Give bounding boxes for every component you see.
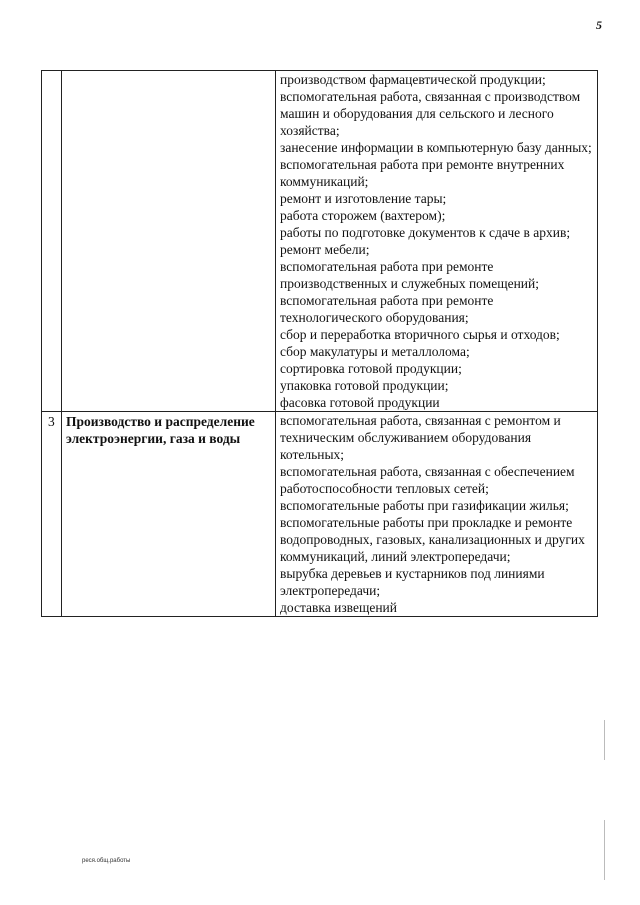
industry-name: Производство и распределение электроэнергии, газа и воды — [66, 414, 255, 446]
row-number — [42, 71, 61, 72]
work-item: вспомогательная работа при ремонте производственных и служебных помещений; — [280, 259, 540, 291]
page-number: 5 — [596, 18, 602, 32]
industry-name — [62, 71, 275, 72]
work-item: вспомогательная работа при ремонте технологического оборудования; — [280, 293, 494, 325]
scan-margin-mark — [604, 820, 605, 880]
table-row — [42, 412, 598, 617]
work-item: доставка извещений — [280, 600, 398, 615]
work-item: сортировка готовой продукции; — [280, 361, 462, 376]
scan-margin-mark — [604, 720, 605, 760]
work-item: вспомогательная работа при ремонте внутренних коммуникаций; — [280, 157, 565, 189]
work-item: упаковка готовой продукции; — [280, 378, 449, 393]
work-item: работа сторожем (вахтером); — [280, 208, 446, 223]
work-item: сбор и переработка вторичного сырья и отходов; — [280, 327, 560, 342]
row-number: 3 — [48, 414, 55, 429]
work-item: ремонт мебели; — [280, 242, 370, 257]
row-number-cell — [42, 71, 62, 412]
work-item: вспомогательная работа, связанная с ремонтом и техническим обслуживанием оборудования котельных; — [280, 413, 561, 462]
work-item: занесение информации в компьютерную базу данных; — [280, 140, 592, 155]
work-item: вспомогательные работы при газификации жилья; — [280, 498, 569, 513]
works-table — [41, 70, 598, 617]
work-item: ремонт и изготовление тары; — [280, 191, 447, 206]
table-row — [42, 71, 598, 412]
works-cell — [276, 71, 598, 412]
work-item: вырубка деревьев и кустарников под линиями электропередачи; — [280, 566, 545, 598]
work-item: производством фармацевтической продукции; — [280, 72, 546, 87]
work-item: фасовка готовой продукции — [280, 395, 440, 410]
work-item: работы по подготовке документов к сдаче в архив; — [280, 225, 571, 240]
industry-name-cell — [62, 71, 276, 412]
work-item: вспомогательные работы при прокладке и ремонте водопроводных, газовых, канализационных и других коммуникаций, линий электропередачи; — [280, 515, 585, 564]
footer-code: реся.общ.работы — [82, 858, 131, 864]
works-list — [276, 71, 597, 411]
works-list — [276, 412, 597, 616]
works-cell — [276, 412, 598, 617]
row-number-cell — [42, 412, 62, 617]
work-item: вспомогательная работа, связанная с обеспечением работоспособности тепловых сетей; — [280, 464, 575, 496]
work-item: вспомогательная работа, связанная с производством машин и оборудования для сельского и лесного хозяйства; — [280, 89, 581, 138]
work-item: сбор макулатуры и металлолома; — [280, 344, 470, 359]
industry-name-cell — [62, 412, 276, 617]
